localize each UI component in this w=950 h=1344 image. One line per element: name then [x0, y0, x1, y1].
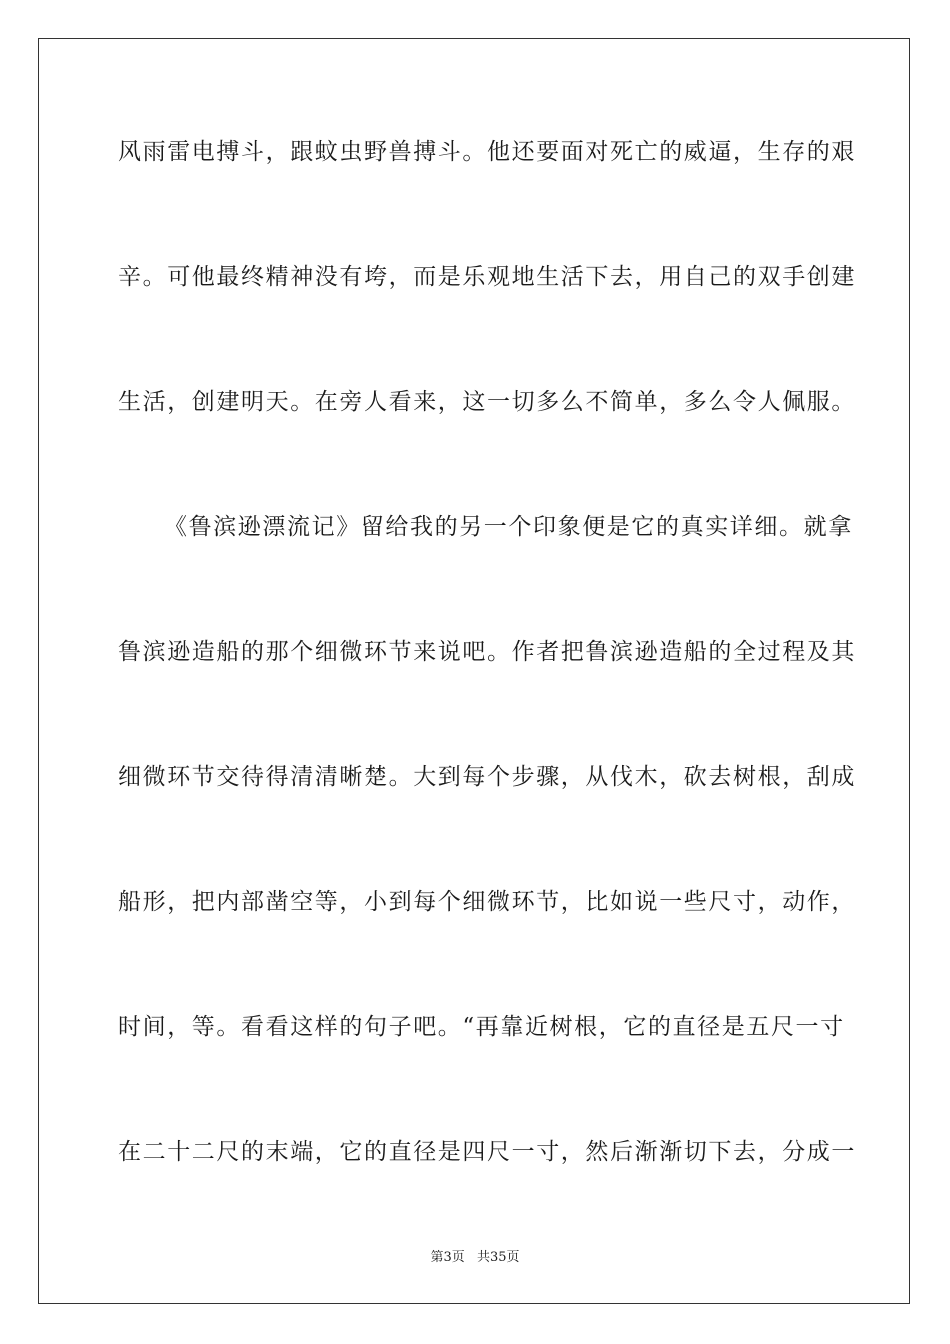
text-line-5: 鲁滨逊造船的那个细微环节来说吧。作者把鲁滨逊造船的全过程及其 — [118, 639, 856, 665]
text-line-9: 在二十二尺的末端，它的直径是四尺一寸，然后渐渐切下去，分成一 — [118, 1139, 856, 1165]
text-line-1: 风雨雷电搏斗，跟蚊虫野兽搏斗。他还要面对死亡的威逼，生存的艰 — [118, 139, 856, 165]
text-line-6: 细微环节交待得清清晰楚。大到每个步骤，从伐木，砍去树根，刮成 — [118, 764, 856, 790]
text-line-2: 辛。可他最终精神没有垮，而是乐观地生活下去，用自己的双手创建 — [118, 264, 856, 290]
text-line-4: 《鲁滨逊漂流记》留给我的另一个印象便是它的真实详细。就拿 — [164, 514, 853, 540]
text-line-7: 船形，把内部凿空等，小到每个细微环节，比如说一些尺寸，动作， — [118, 889, 856, 915]
text-line-8: 时间，等。看看这样的句子吧。“再靠近树根，它的直径是五尺一寸 — [118, 1014, 845, 1040]
page-border — [38, 38, 910, 1304]
text-line-3: 生活，创建明天。在旁人看来，这一切多么不简单，多么令人佩服。 — [118, 389, 856, 415]
page-footer — [0, 1246, 950, 1265]
page-number: 第3页 — [430, 1250, 465, 1265]
page-total: 共35页 — [476, 1250, 520, 1265]
